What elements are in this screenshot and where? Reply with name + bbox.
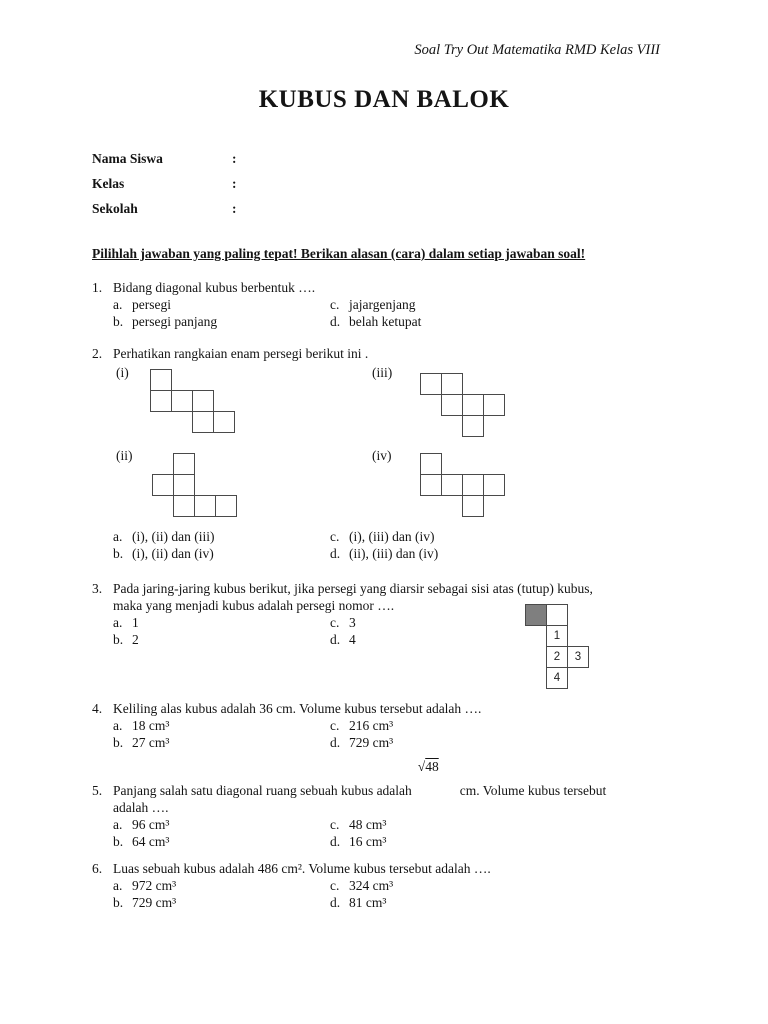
question-3-option-d <box>330 631 676 648</box>
question-line <box>92 759 676 816</box>
question-2-option-b <box>113 545 330 562</box>
net-cell: 1 <box>546 625 568 647</box>
question-4-option-c <box>330 717 676 734</box>
question-text: Perhatikan rangkaian enam persegi berikut ini . <box>113 346 369 361</box>
question-5-option-a <box>113 816 330 833</box>
question-text <box>113 759 676 816</box>
question-4-options <box>113 717 676 751</box>
net-label-i: (i) <box>116 365 129 380</box>
question-1-option-b <box>113 313 330 330</box>
option-text: 48 cm³ <box>349 817 387 832</box>
question-6-option-d <box>330 894 676 911</box>
option-letter: b. <box>113 632 124 647</box>
option-text: 96 cm³ <box>132 817 170 832</box>
form-value-blank <box>244 196 676 221</box>
question-6-option-c <box>330 877 676 894</box>
option-text: 18 cm³ <box>132 718 170 733</box>
option-letter: d. <box>330 735 341 750</box>
question-text-line1: Pada jaring-jaring kubus berikut, jika persegi yang diarsir sebagai sisi atas (tutup) kubus, <box>113 581 593 596</box>
net-cell <box>441 474 463 496</box>
form-field-nama-siswa <box>92 146 676 171</box>
form-field-kelas <box>92 171 676 196</box>
net-cell <box>441 373 463 395</box>
net-cell <box>173 453 195 475</box>
option-text: (ii), (iii) dan (iv) <box>349 546 439 561</box>
option-text: 216 cm³ <box>349 718 394 733</box>
question-text-after-math: cm. Volume kubus tersebut <box>459 783 607 798</box>
option-text: 729 cm³ <box>132 895 177 910</box>
net-cell <box>420 453 442 475</box>
option-text: (i), (ii) dan (iii) <box>132 529 215 544</box>
question-1-option-a <box>113 296 330 313</box>
form-field-sekolah <box>92 196 676 221</box>
option-letter: b. <box>113 895 124 910</box>
question-4-option-d <box>330 734 676 751</box>
net-cell <box>462 495 484 517</box>
question-6-option-a <box>113 877 330 894</box>
question-1-option-c <box>330 296 676 313</box>
form-colon: : <box>232 151 237 166</box>
option-letter: a. <box>113 529 123 544</box>
net-cell <box>192 411 214 433</box>
option-text: 16 cm³ <box>349 834 387 849</box>
option-text: 4 <box>349 632 356 647</box>
question-number: 2. <box>92 346 103 361</box>
net-cell <box>213 411 235 433</box>
question-2 <box>92 345 676 562</box>
net-cell <box>150 369 172 391</box>
question-line <box>92 860 676 877</box>
form-label: Sekolah <box>92 201 138 216</box>
net-label-iii: (iii) <box>372 365 393 380</box>
option-text: 27 cm³ <box>132 735 170 750</box>
question-line <box>92 279 676 296</box>
question-6 <box>92 860 676 911</box>
option-text: 64 cm³ <box>132 834 170 849</box>
question-1-option-d <box>330 313 676 330</box>
option-letter: c. <box>330 718 340 733</box>
option-letter: c. <box>330 615 340 630</box>
option-text: belah ketupat <box>349 314 422 329</box>
question-5-option-c <box>330 816 676 833</box>
form-value-blank <box>244 171 676 196</box>
student-form <box>92 146 676 221</box>
net-cell <box>150 390 172 412</box>
net-cell <box>420 474 442 496</box>
option-text: 972 cm³ <box>132 878 177 893</box>
form-label: Nama Siswa <box>92 151 163 166</box>
option-text: (i), (iii) dan (iv) <box>349 529 435 544</box>
option-letter: d. <box>330 546 341 561</box>
net-cell <box>462 474 484 496</box>
question-5 <box>92 759 676 850</box>
net-cell <box>483 394 505 416</box>
net-cell <box>171 390 193 412</box>
net-cell-shaded <box>525 604 547 626</box>
option-letter: d. <box>330 632 341 647</box>
question-2-options <box>113 528 676 562</box>
question-text: Luas sebuah kubus adalah 486 cm². Volume kubus tersebut adalah …. <box>113 861 491 876</box>
question-5-options <box>113 816 676 850</box>
option-letter: a. <box>113 718 123 733</box>
question-4-option-b <box>113 734 330 751</box>
question-text: Bidang diagonal kubus berbentuk …. <box>113 280 316 295</box>
question-number: 1. <box>92 280 103 295</box>
option-letter: d. <box>330 314 341 329</box>
question-2-option-c <box>330 528 676 545</box>
option-text: persegi <box>132 297 171 312</box>
option-letter: a. <box>113 615 123 630</box>
net-cell: 3 <box>567 646 589 668</box>
net-cell <box>152 474 174 496</box>
question-text-line2: adalah …. <box>113 800 169 815</box>
question-6-options <box>113 877 676 911</box>
option-letter: b. <box>113 834 124 849</box>
option-letter: d. <box>330 834 341 849</box>
page-title: KUBUS DAN BALOK <box>258 86 510 113</box>
net-cell <box>194 495 216 517</box>
question-2-option-d <box>330 545 676 562</box>
question-3-options <box>113 614 676 648</box>
net-cell <box>173 474 195 496</box>
option-letter: b. <box>113 546 124 561</box>
option-text: (i), (ii) dan (iv) <box>132 546 214 561</box>
form-value-blank <box>244 146 676 171</box>
net-cell <box>483 474 505 496</box>
option-text: 729 cm³ <box>349 735 394 750</box>
question-1 <box>92 279 676 330</box>
option-text: 2 <box>132 632 139 647</box>
option-letter: c. <box>330 817 340 832</box>
question-text: Keliling alas kubus adalah 36 cm. Volume kubus tersebut adalah …. <box>113 701 482 716</box>
question-number: 3. <box>92 581 103 596</box>
option-text: 81 cm³ <box>349 895 387 910</box>
net-label-ii: (ii) <box>116 448 133 463</box>
option-letter: a. <box>113 297 123 312</box>
option-letter: a. <box>113 878 123 893</box>
form-label: Kelas <box>92 176 125 191</box>
option-text: 324 cm³ <box>349 878 394 893</box>
radicand: 48 <box>425 759 439 774</box>
question-4 <box>92 700 676 751</box>
question-line <box>92 580 676 614</box>
question-4-option-a <box>113 717 330 734</box>
question-number: 4. <box>92 701 103 716</box>
question-text-line2: maka yang menjadi kubus adalah persegi nomor …. <box>113 598 395 613</box>
question-3 <box>92 580 676 691</box>
net-cell <box>462 394 484 416</box>
question-5-option-d <box>330 833 676 850</box>
question-6-option-b <box>113 894 330 911</box>
option-letter: d. <box>330 895 341 910</box>
net-cell <box>420 373 442 395</box>
net-cell <box>546 604 568 626</box>
net-cell: 4 <box>546 667 568 689</box>
question-line <box>92 345 676 362</box>
option-text: 1 <box>132 615 139 630</box>
net-label-iv: (iv) <box>372 448 392 463</box>
question-number: 6. <box>92 861 103 876</box>
question-text-before-math: Panjang salah satu diagonal ruang sebuah kubus adalah <box>113 783 412 798</box>
net-cell: 2 <box>546 646 568 668</box>
net-cell <box>173 495 195 517</box>
instruction-text: Pilihlah jawaban yang paling tepat! Berikan alasan (cara) dalam setiap jawaban soal! <box>92 246 586 261</box>
sqrt-48-expression <box>418 758 439 775</box>
net-cell <box>441 394 463 416</box>
option-text: persegi panjang <box>132 314 218 329</box>
radical-symbol: √ <box>417 759 426 774</box>
option-letter: c. <box>330 878 340 893</box>
option-text: 3 <box>349 615 356 630</box>
question-line <box>92 700 676 717</box>
question-text <box>113 580 676 614</box>
question-1-options <box>113 296 676 330</box>
option-letter: b. <box>113 314 124 329</box>
option-letter: c. <box>330 297 340 312</box>
option-letter: a. <box>113 817 123 832</box>
option-letter: b. <box>113 735 124 750</box>
question-3-option-b <box>113 631 330 648</box>
question-3-option-c <box>330 614 676 631</box>
question-2-option-a <box>113 528 330 545</box>
net-cell <box>215 495 237 517</box>
option-text: jajargenjang <box>349 297 416 312</box>
page-header: Soal Try Out Matematika RMD Kelas VIII <box>414 42 660 58</box>
form-colon: : <box>232 176 237 191</box>
question-2-figures <box>92 362 676 525</box>
question-3-option-a <box>113 614 330 631</box>
net-cell <box>192 390 214 412</box>
net-cell <box>462 415 484 437</box>
form-colon: : <box>232 201 237 216</box>
option-letter: c. <box>330 529 340 544</box>
question-number: 5. <box>92 783 103 798</box>
question-5-option-b <box>113 833 330 850</box>
